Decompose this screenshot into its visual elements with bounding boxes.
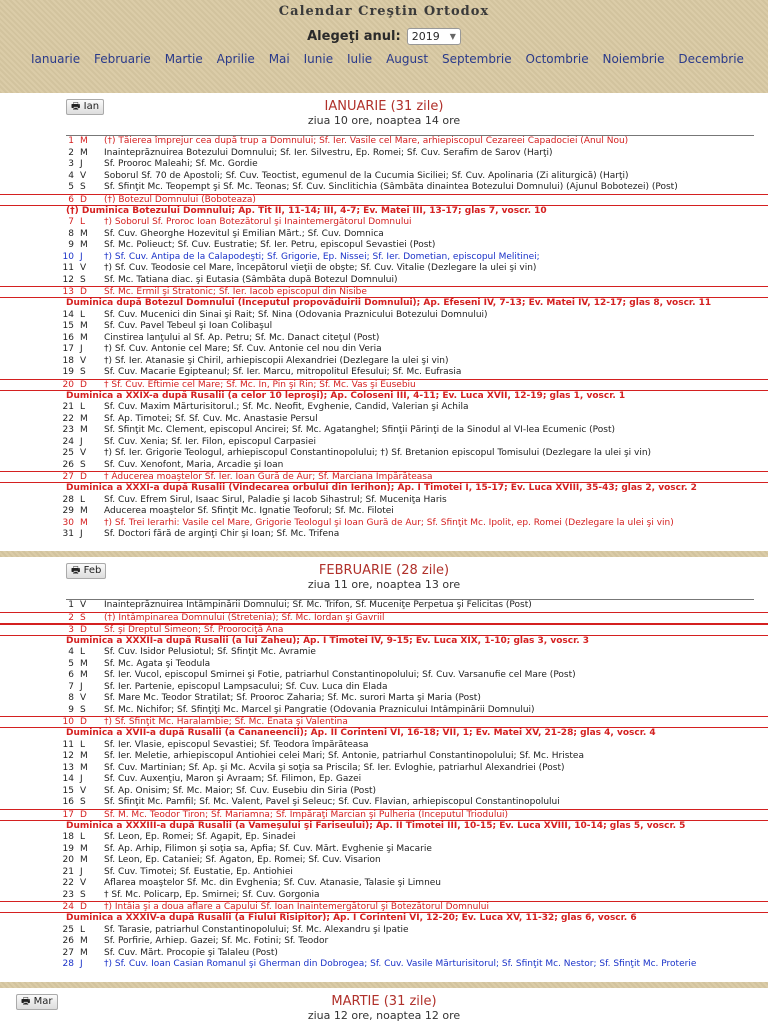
day-row — [0, 310, 768, 322]
day-text: Aflarea moaştelor Sf. Mc. din Evghenia; Sf. Cuv. Atanasie, Talasie şi Limneu — [104, 878, 442, 888]
weekday: M — [80, 425, 88, 435]
day-number: 27 — [62, 472, 74, 482]
weekday: S — [80, 704, 86, 715]
year-value: 2019 — [411, 29, 440, 43]
day-text: Cinstirea lanţului al Sf. Ap. Petru; Sf. Mc. Danact citeţul (Post) — [104, 332, 380, 343]
day-text: Sf. Ier. Vlasie, episcopul Sevastiei; Sf. Teodora împărăteasa — [104, 739, 369, 750]
day-number: 25 — [62, 448, 74, 458]
day-row — [0, 705, 768, 717]
day-row — [0, 518, 768, 530]
day-row — [0, 693, 768, 705]
day-text: Sf. Mc. Agata şi Teodula — [104, 658, 211, 669]
day-number: 14 — [62, 309, 74, 320]
day-text: Sf. Sfinţit Mc. Teopempt şi Sf. Mc. Teonas; Sf. Cuv. Sinclitichia (Sâmbăta dinaintea Botezului Domnului) (Ajunul Bobotezei) (Post) — [104, 182, 678, 192]
day-number: 5 — [68, 658, 74, 669]
weekday: S — [80, 797, 86, 807]
sunday-readings: Duminica după Botezul Domnului (Începutul propovăduirii Domnului); Ap. Efeseni IV, 7-13; Ev. Matei IV, 12-17; glas 8, voscr. 11 — [66, 298, 712, 308]
weekday: M — [80, 506, 88, 516]
day-row — [0, 740, 768, 752]
weekday: S — [80, 274, 86, 285]
sunday-readings: Duminica a XXIX-a după Rusalii (a celor 10 leproşi); Ap. Coloseni III, 4-11; Ev. Luca XVII, 12-19; glas 1, voscr. 1 — [66, 390, 626, 401]
month-daylight: ziua 10 ore, noaptea 14 ore — [307, 114, 461, 127]
day-row — [0, 263, 768, 275]
day-row — [0, 855, 768, 867]
day-text: Sf. Prooroc Maleahi; Sf. Mc. Gordie — [104, 159, 258, 169]
weekday: S — [80, 182, 86, 192]
weekday: M — [80, 751, 88, 761]
month-header — [0, 988, 768, 1022]
weekday: V — [80, 355, 87, 366]
day-text: Sf. şi Dreptul Simeon; Sf. Proorociţă Ana — [104, 624, 284, 635]
year-selector-row — [0, 24, 768, 48]
day-number: 7 — [68, 681, 74, 692]
day-number: 12 — [62, 274, 74, 285]
weekday: J — [80, 529, 83, 539]
day-number: 25 — [62, 924, 74, 935]
day-text: Sf. Cuv. Gheorghe Hozevitul şi Emilian Mărt.; Sf. Cuv. Domnica — [104, 228, 384, 239]
day-number: 10 — [62, 717, 74, 727]
sunday-readings: Duminica a XVII-a după Rusalii (a Cananeencii); Ap. II Corinteni VI, 16-18; VII, 1; Ev. Matei XV, 21-28; glas 4, voscr. 4 — [66, 728, 656, 738]
month-link-august[interactable]: August — [386, 52, 429, 66]
day-row — [0, 624, 768, 636]
weekday: D — [80, 902, 87, 912]
weekday: M — [80, 947, 88, 958]
day-number: 1 — [68, 600, 74, 610]
day-row — [0, 786, 768, 798]
weekday: M — [80, 240, 88, 250]
weekday: M — [80, 413, 88, 424]
month-title: MARTIE (31 zile) — [331, 994, 437, 1009]
month-block-january — [0, 93, 768, 551]
page-header — [0, 0, 768, 92]
month-link-ianuarie[interactable]: Ianuarie — [31, 52, 81, 66]
day-row — [0, 495, 768, 507]
day-text: Sf. Porfirie, Arhiep. Gazei; Sf. Mc. Fotini; Sf. Teodor — [104, 936, 329, 946]
weekday: L — [80, 309, 86, 320]
day-row — [0, 948, 768, 960]
weekday: S — [80, 367, 86, 377]
day-number: 23 — [62, 889, 74, 900]
weekday: V — [80, 878, 87, 888]
day-row — [0, 506, 768, 518]
day-number: 3 — [68, 159, 74, 169]
month-link-septembrie[interactable]: Septembrie — [441, 52, 512, 66]
day-number: 27 — [62, 947, 74, 958]
day-text: Sf. Mc. Polieuct; Sf. Cuv. Eustratie; Sf. Ier. Petru, episcopul Sevastiei (Post) — [104, 240, 436, 250]
month-header — [0, 557, 768, 600]
day-text: †) Sf. Sfinţit Mc. Haralambie; Sf. Mc. Enata şi Valentina — [104, 717, 348, 727]
print-button-february[interactable]: 🖶 Feb — [66, 563, 106, 579]
day-row — [0, 402, 768, 414]
day-row — [0, 252, 768, 264]
day-number: 17 — [62, 344, 74, 354]
print-button-march[interactable]: 🖶 Mar — [16, 994, 58, 1010]
day-number: 24 — [62, 436, 74, 447]
day-number: 28 — [62, 494, 74, 505]
day-text: Sf. Cuv. Efrem Sirul, Isaac Sirul, Paladie şi Iacob Sihastrul; Sf. Muceniţa Haris — [104, 494, 447, 505]
day-number: 21 — [62, 866, 74, 877]
weekday: M — [80, 228, 88, 239]
day-number: 2 — [68, 612, 74, 623]
weekday: J — [80, 251, 83, 262]
day-number: 8 — [68, 693, 74, 703]
day-number: 13 — [62, 287, 74, 297]
day-row — [0, 716, 768, 728]
day-row — [0, 356, 768, 368]
day-row — [0, 182, 768, 194]
day-row — [0, 217, 768, 229]
day-row — [0, 229, 768, 241]
day-number: 9 — [68, 704, 74, 715]
day-text: † Sf. Mc. Policarp, Ep. Smirnei; Sf. Cuv. Gorgonia — [104, 889, 320, 900]
day-number: 30 — [62, 517, 74, 528]
sunday-readings: Duminica a XXXI-a după Rusalii (Vindecarea orbului din Ierihon); Ap. I Timotei I, 15-17; Ev. Luca XVIII, 35-43; glas 2, voscr. 2 — [66, 483, 697, 493]
day-row — [0, 774, 768, 786]
weekday: M — [80, 147, 88, 158]
day-number: 16 — [62, 797, 74, 807]
weekday: M — [80, 517, 88, 528]
month-link-iunie[interactable]: Iunie — [303, 52, 334, 66]
printer-icon: 🖶 — [71, 101, 81, 112]
day-number: 6 — [68, 670, 74, 680]
day-number: 28 — [62, 959, 74, 969]
day-text: Sf. Cuv. Auxenţiu, Maron şi Avraam; Sf. Filimon, Ep. Gazei — [104, 774, 362, 784]
year-select[interactable] — [407, 28, 461, 45]
weekday: L — [80, 494, 86, 505]
month-link-decembrie[interactable]: Decembrie — [678, 52, 744, 66]
weekday: D — [80, 194, 87, 205]
day-text: Sf. Mc. Nichifor; Sf. Sfinţiţi Mc. Marcel şi Pangratie (Odovania Praznicului Întâmpinării Domnului) — [104, 704, 535, 715]
day-text: Sf. Cuv. Pavel Tebeul şi Ioan Colibaşul — [104, 321, 273, 331]
month-header — [0, 93, 768, 136]
day-text: Sf. Mc. Ermil şi Stratonic; Sf. Ier. Iacob episcopul din Nisibe — [104, 287, 367, 297]
day-number: 1 — [68, 136, 74, 146]
day-number: 29 — [62, 506, 74, 516]
weekday: D — [80, 717, 87, 727]
weekday: J — [80, 344, 83, 354]
weekday: V — [80, 448, 87, 458]
day-row — [0, 659, 768, 671]
weekday: L — [80, 739, 86, 750]
day-row — [0, 321, 768, 333]
day-number: 18 — [62, 355, 74, 366]
month-link-aprilie[interactable]: Aprilie — [216, 52, 255, 66]
day-number: 10 — [62, 251, 74, 262]
day-number: 16 — [62, 332, 74, 343]
weekday: V — [80, 170, 87, 181]
month-daylight: ziua 12 ore, noaptea 12 ore — [307, 1009, 461, 1022]
day-row — [0, 159, 768, 171]
day-row — [0, 647, 768, 659]
weekday: V — [80, 600, 87, 610]
day-row — [0, 148, 768, 160]
weekday: J — [80, 436, 83, 447]
day-row — [0, 414, 768, 426]
day-text: Sf. Cuv. Xenia; Sf. Ier. Filon, episcopul Carpasiei — [104, 436, 317, 447]
chevron-down-icon: ▼ — [449, 31, 456, 41]
day-number: 22 — [62, 413, 74, 424]
day-row — [0, 136, 768, 148]
day-number: 17 — [62, 809, 74, 820]
day-text: Sf. Ap. Arhip, Filimon şi soţia sa, Apfia; Sf. Cuv. Mărt. Evghenie şi Macarie — [104, 843, 432, 854]
weekday: S — [80, 612, 86, 623]
day-number: 22 — [62, 878, 74, 888]
day-number: 2 — [68, 147, 74, 158]
month-link-martie[interactable]: Martie — [164, 52, 203, 66]
sunday-readings: Duminica a XXXIII-a după Rusalii (a Vameşului şi Fariseului); Ap. II Timotei III, 10-15; Ev. Luca XVIII, 10-14; glas 5, voscr. 5 — [66, 820, 686, 831]
weekday: J — [80, 159, 83, 169]
year-label: Alegeţi anul: — [307, 28, 401, 44]
day-text: †) Soborul Sf. Proroc Ioan Botezătorul şi Înaintemergătorul Domnului — [104, 217, 412, 227]
month-title: IANUARIE (31 zile) — [324, 99, 444, 114]
month-link-mai[interactable]: Mai — [268, 52, 290, 66]
day-text: Sf. Mc. Tatiana diac. şi Eutasia (Sâmbăta după Botezul Domnului) — [104, 274, 398, 285]
weekday: M — [80, 136, 88, 146]
day-text: (†) Întâmpinarea Domnului (Stretenia); Sf. Mc. Iordan şi Gavriil — [104, 612, 385, 623]
day-row — [0, 600, 768, 612]
weekday: M — [80, 762, 88, 773]
day-row — [0, 959, 768, 971]
day-row — [0, 344, 768, 356]
site-title: Calendar Creştin Ortodox — [278, 4, 490, 19]
day-row — [0, 797, 768, 809]
day-text: †) Sf. Cuv. Teodosie cel Mare, începătorul vieţii de obşte; Sf. Cuv. Vitalie (Dezlegare la ulei şi vin) — [104, 263, 537, 273]
day-text: Soborul Sf. 70 de Apostoli; Sf. Cuv. Teoctist, egumenul de la Cucumia Siciliei; Sf. Cuv. Apolinaria (Zi aliturgică) (Harţi) — [104, 170, 629, 181]
weekday: J — [80, 866, 83, 877]
day-number: 6 — [68, 194, 74, 205]
day-number: 15 — [62, 785, 74, 796]
day-number: 3 — [68, 624, 74, 635]
day-number: 4 — [68, 647, 74, 657]
day-row — [0, 878, 768, 890]
month-title: FEBRUARIE (28 zile) — [318, 563, 450, 578]
weekday: L — [80, 402, 86, 412]
printer-icon: 🖶 — [21, 996, 31, 1007]
day-number: 20 — [62, 379, 74, 390]
day-row — [0, 844, 768, 856]
day-text: Sf. Sfinţit Mc. Clement, episcopul Ancirei; Sf. Mc. Agatanghel; Sfinţii Părinţi de la Sinodul al VI-lea Ecumenic (Post) — [104, 425, 616, 435]
day-text: Înainteprăznuirea Întâmpinării Domnului; Sf. Mc. Trifon, Sf. Muceniţe Perpetua şi Felicitas (Post) — [104, 600, 532, 610]
day-row — [0, 471, 768, 483]
day-list — [0, 600, 768, 971]
weekday: D — [80, 287, 87, 297]
day-number: 13 — [62, 762, 74, 773]
day-row — [0, 763, 768, 775]
day-row — [0, 809, 768, 821]
day-text: Sf. Cuv. Maxim Mărturisitorul.; Sf. Mc. Neofit, Evghenie, Candid, Valerian şi Achila — [104, 402, 469, 412]
day-text: Sf. Mare Mc. Teodor Stratilat; Sf. Prooroc Zaharia; Sf. Mc. surori Marta şi Maria (Post) — [104, 693, 481, 703]
weekday: D — [80, 809, 87, 820]
day-text: †) Sf. Cuv. Antipa de la Calapodeşti; Sf. Grigorie, Ep. Nissei; Sf. Ier. Dometian, episcopul Melitinei; — [104, 251, 540, 262]
sunday-readings: Duminica a XXXIV-a după Rusalii (a Fiului Risipitor); Ap. I Corinteni VI, 12-20; Ev. Luca XV, 11-32; glas 6, voscr. 6 — [66, 913, 637, 923]
weekday: M — [80, 658, 88, 669]
month-nav — [0, 48, 768, 66]
weekday: J — [80, 959, 83, 969]
day-text: Sf. Ier. Meletie, arhiepiscopul Antiohiei celei Mari; Sf. Antonie, patriarhul Constantinopolului; Sf. Mc. Hristea — [104, 751, 584, 761]
day-row — [0, 286, 768, 298]
day-text: † Aducerea moaştelor Sf. Ier. Ioan Gură de Aur; Sf. Marciana Împărăteasa — [104, 472, 433, 482]
day-text: Sf. Cuv. Xenofont, Maria, Arcadie şi Ioan — [104, 459, 284, 470]
day-row — [0, 240, 768, 252]
weekday: D — [80, 472, 87, 482]
day-text: †) Sf. Ier. Grigorie Teologul, arhiepiscopul Constantinopolului; †) Sf. Bretanion episcopul Tomisului (Dezlegare la ulei şi vin) — [104, 448, 652, 458]
day-text: †) Sf. Cuv. Antonie cel Mare; Sf. Cuv. Antonie cel nou din Veria — [104, 344, 382, 354]
day-row — [0, 448, 768, 460]
day-text: † Sf. Cuv. Eftimie cel Mare; Sf. Mc. In, Pin şi Rin; Sf. Mc. Vas şi Eusebiu — [104, 379, 416, 390]
day-number: 9 — [68, 240, 74, 250]
day-number: 5 — [68, 182, 74, 192]
weekday: M — [80, 936, 88, 946]
day-text: Sf. Cuv. Mucenici din Sinai şi Rait; Sf. Nina (Odovania Praznicului Botezului Domnului) — [104, 309, 488, 320]
day-row — [0, 925, 768, 937]
day-text: Sf. Cuv. Mărt. Procopie şi Talaleu (Post) — [104, 947, 278, 958]
day-row — [0, 936, 768, 948]
day-number: 19 — [62, 843, 74, 854]
day-number: 7 — [68, 217, 74, 227]
day-text: Sf. Ap. Timotei; Sf. Sf. Cuv. Mc. Anastasie Persul — [104, 413, 318, 424]
day-number: 23 — [62, 425, 74, 435]
day-number: 21 — [62, 402, 74, 412]
day-row — [0, 460, 768, 472]
day-row — [0, 379, 768, 391]
day-text: Sf. Leon, Ep. Cataniei; Sf. Agaton, Ep. Romei; Sf. Cuv. Visarion — [104, 855, 381, 865]
day-text: (†) Tăierea împrejur cea după trup a Domnului; Sf. Ier. Vasile cel Mare, arhiepiscopul Cezareei Capadociei (Anul Nou) — [104, 136, 629, 146]
day-row — [0, 529, 768, 541]
day-row — [0, 367, 768, 379]
month-link-februarie[interactable]: Februarie — [94, 52, 151, 66]
day-number: 8 — [68, 228, 74, 239]
weekday: M — [80, 855, 88, 865]
day-row — [0, 832, 768, 844]
day-text: Sf. Leon, Ep. Romei; Sf. Agapit, Ep. Sinadei — [104, 832, 296, 842]
sunday-readings: (†) Duminica Botezului Domnului; Ap. Tit II, 11-14; III, 4-7; Ev. Matei III, 13-17; glas 7, voscr. 10 — [66, 205, 547, 216]
weekday: S — [80, 459, 86, 470]
month-block-march — [0, 988, 768, 1024]
day-row — [0, 612, 768, 624]
weekday: L — [80, 924, 86, 935]
weekday: M — [80, 670, 88, 680]
weekday: L — [80, 647, 86, 657]
day-row — [0, 670, 768, 682]
weekday: V — [80, 263, 87, 273]
weekday: D — [80, 624, 87, 635]
day-text: Înainteprăznuirea Botezului Domnului; Sf. Ier. Silvestru, Ep. Romei; Sf. Cuv. Serafim de Sarov (Harţi) — [104, 147, 553, 158]
weekday: S — [80, 889, 86, 900]
day-number: 14 — [62, 774, 74, 784]
weekday: D — [80, 379, 87, 390]
day-number: 24 — [62, 902, 74, 912]
day-text: Sf. Ier. Partenie, episcopul Lampsacului; Sf. Cuv. Luca din Elada — [104, 681, 388, 692]
day-text: Sf. M. Mc. Teodor Tiron; Sf. Mariamna; Sf. Împăraţi Marcian şi Pulheria (Începutul Triodului) — [104, 809, 509, 820]
weekday: J — [80, 774, 83, 784]
weekday: M — [80, 843, 88, 854]
weekday: L — [80, 217, 86, 227]
day-text: †) Sf. Ier. Atanasie şi Chiril, arhiepiscopii Alexandriei (Dezlegare la ulei şi vin) — [104, 355, 449, 366]
weekday: L — [80, 832, 86, 842]
day-text: Sf. Doctori fără de arginţi Chir şi Ioan; Sf. Mc. Trifena — [104, 529, 340, 539]
day-text: †) Sf. Cuv. Ioan Casian Romanul şi Gherman din Dobrogea; Sf. Cuv. Vasile Mărturisitorul; Sf. Sfinţit Mc. Nestor; Sf. Sfinţit Mc. Proterie — [104, 959, 697, 969]
day-row — [0, 425, 768, 437]
day-text: Sf. Cuv. Macarie Egipteanul; Sf. Ier. Marcu, mitropolitul Efesului; Sf. Mc. Eufrasia — [104, 367, 462, 377]
printer-icon: 🖶 — [71, 565, 81, 576]
day-number: 12 — [62, 751, 74, 761]
month-link-noiembrie[interactable]: Noiembrie — [602, 52, 665, 66]
day-number: 19 — [62, 367, 74, 377]
day-text: †) Întâia şi a doua aflare a Capului Sf. Ioan Înaintemergătorul şi Botezătorul Domnului — [104, 902, 489, 912]
day-number: 11 — [62, 739, 74, 750]
month-daylight: ziua 11 ore, noaptea 13 ore — [307, 578, 461, 591]
weekday: V — [80, 785, 87, 796]
day-text: Sf. Cuv. Martinian; Sf. Ap. şi Mc. Acvila şi soţia sa Priscila; Sf. Ier. Evloghie, patriarhul Alexandriei (Post) — [104, 762, 565, 773]
weekday: J — [80, 681, 83, 692]
day-row — [0, 171, 768, 183]
day-number: 15 — [62, 321, 74, 331]
day-text: Aducerea moaştelor Sf. Sfinţit Mc. Ignatie Teoforul; Sf. Mc. Filotei — [104, 506, 394, 516]
day-text: Sf. Cuv. Isidor Pelusiotul; Sf. Sfinţit Mc. Avramie — [104, 647, 316, 657]
day-number: 31 — [62, 529, 74, 539]
day-number: 20 — [62, 855, 74, 865]
day-row — [0, 890, 768, 902]
weekday: M — [80, 332, 88, 343]
day-text: Sf. Ier. Vucol, episcopul Smirnei şi Fotie, patriarhul Constantinopolului; Sf. Cuv. Varsanufie cel Mare (Post) — [104, 670, 576, 680]
day-number: 4 — [68, 170, 74, 181]
day-row — [0, 275, 768, 287]
print-button-january[interactable]: 🖶 Ian — [66, 99, 104, 115]
day-row — [0, 194, 768, 206]
day-text: Sf. Cuv. Timotei; Sf. Eustatie, Ep. Antiohiei — [104, 866, 293, 877]
day-list — [0, 136, 768, 541]
month-link-octombrie[interactable]: Octombrie — [525, 52, 589, 66]
weekday: M — [80, 321, 88, 331]
day-row — [0, 751, 768, 763]
day-row — [0, 867, 768, 879]
day-number: 11 — [62, 263, 74, 273]
day-row — [0, 901, 768, 913]
day-row — [0, 682, 768, 694]
day-text: (†) Botezul Domnului (Boboteaza) — [104, 194, 256, 205]
day-text: Sf. Tarasie, patriarhul Constantinopolului; Sf. Mc. Alexandru şi Ipatie — [104, 924, 409, 935]
day-number: 18 — [62, 832, 74, 842]
day-text: Sf. Ap. Onisim; Sf. Mc. Maior; Sf. Cuv. Eusebiu din Siria (Post) — [104, 785, 377, 796]
day-text: †) Sf. Trei Ierarhi: Vasile cel Mare, Grigorie Teologul şi Ioan Gură de Aur; Sf. Sfinţit Mc. Ipolit, ep. Romei (Dezlegare la ulei şi vin) — [104, 517, 674, 528]
day-row — [0, 437, 768, 449]
sunday-readings: Duminica a XXXII-a după Rusalii (a lui Zaheu); Ap. I Timotei IV, 9-15; Ev. Luca XIX, 1-10; glas 3, voscr. 3 — [66, 635, 590, 646]
month-link-iulie[interactable]: Iulie — [346, 52, 373, 66]
weekday: V — [80, 693, 87, 703]
month-block-february — [0, 557, 768, 982]
day-row — [0, 333, 768, 345]
day-number: 26 — [62, 936, 74, 946]
day-text: Sf. Sfinţit Mc. Pamfil; Sf. Mc. Valent, Pavel şi Seleuc; Sf. Cuv. Flavian, arhiepiscopul Constantinopolului — [104, 797, 560, 807]
day-number: 26 — [62, 459, 74, 470]
